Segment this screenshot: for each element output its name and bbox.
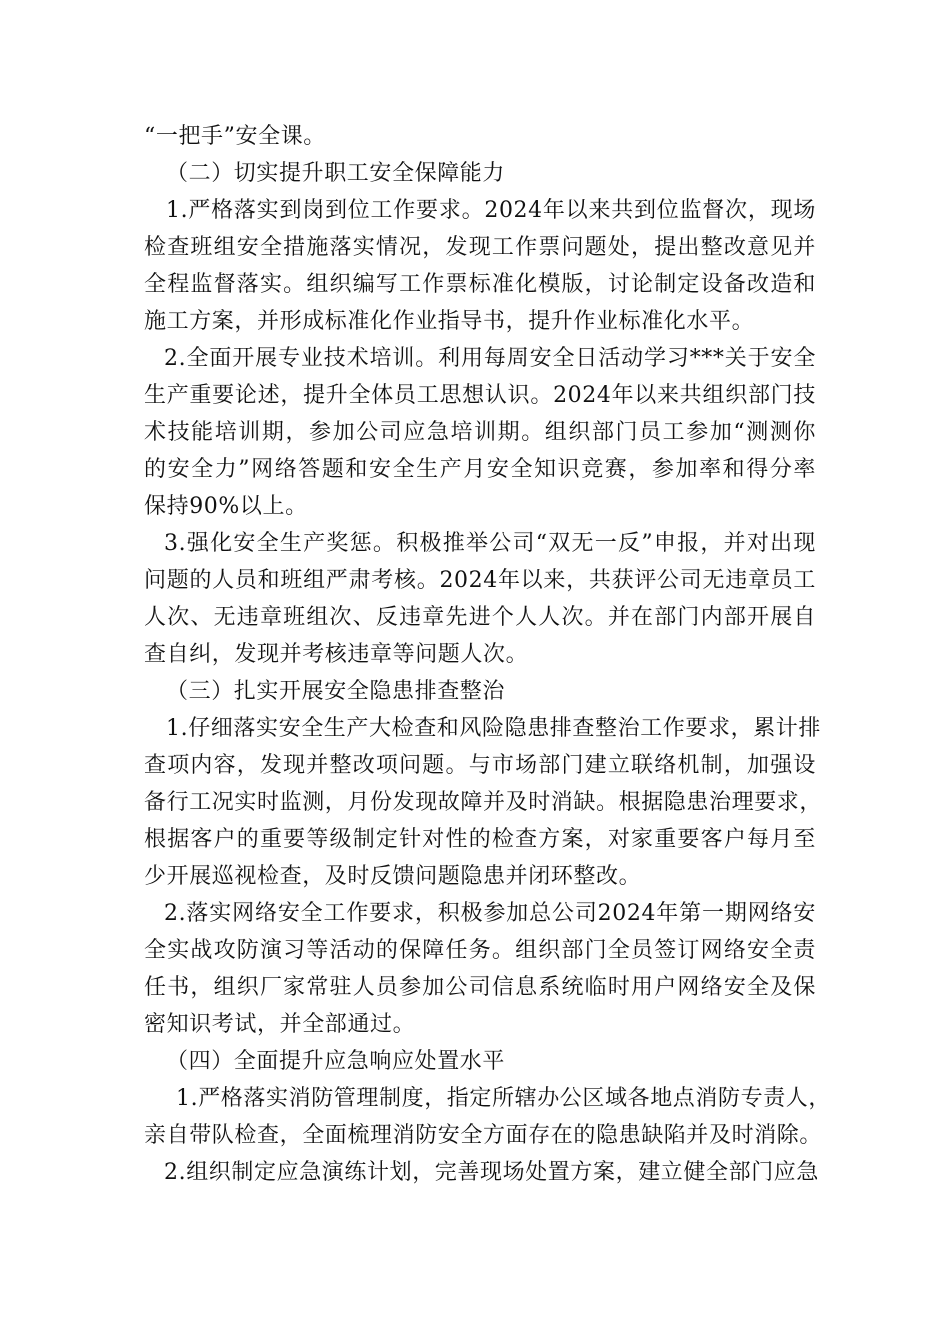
paragraph-line: 备行工况实时监测，月份发现故障并及时消缺。根据隐患治理要求， <box>144 790 823 815</box>
document-body <box>144 118 831 1191</box>
paragraph-line: 人次、无违章班组次、反违章先进个人人次。并在部门内部开展自 <box>144 605 816 630</box>
paragraph-line: 施工方案，并形成标准化作业指导书，提升作业标准化水平。 <box>144 309 755 334</box>
paragraph-line: 全实战攻防演习等活动的保障任务。组织部门全员签订网络安全责 <box>144 938 816 963</box>
paragraph-line: 2.组织制定应急演练计划，完善现场处置方案，建立健全部门应急 <box>164 1160 819 1185</box>
paragraph-line: “一把手”安全课。 <box>144 124 326 149</box>
paragraph-line: 检查班组安全措施落实情况，发现工作票问题处，提出整改意见并 <box>144 235 816 260</box>
paragraph-line: 生产重要论述，提升全体员工思想认识。2024年以来共组织部门技 <box>144 383 816 408</box>
section-heading: （三）扎实开展安全隐患排查整治 <box>166 679 506 704</box>
paragraph-line: 全程监督落实。组织编写工作票标准化模版，讨论制定设备改造和 <box>144 272 816 297</box>
paragraph-line: 2.落实网络安全工作要求，积极参加总公司2024年第一期网络安 <box>164 901 816 926</box>
paragraph-line: 3.强化安全生产奖惩。积极推举公司“双无一反”申报，并对出现 <box>164 531 816 556</box>
paragraph-line: 的安全力”网络答题和安全生产月安全知识竞赛，参加率和得分率 <box>144 457 816 482</box>
paragraph-line: 亲自带队检查，全面梳理消防安全方面存在的隐患缺陷并及时消除。 <box>144 1123 823 1148</box>
paragraph-line: 1.仔细落实安全生产大检查和风险隐患排查整治工作要求，累计排 <box>166 716 821 741</box>
paragraph-line: 1.严格落实到岗到位工作要求。2024年以来共到位监督次，现场 <box>166 198 816 223</box>
paragraph-line: 1.严格落实消防管理制度，指定所辖办公区域各地点消防专责人， <box>176 1086 831 1111</box>
paragraph-line: 查项内容，发现并整改项问题。与市场部门建立联络机制，加强设 <box>144 753 816 778</box>
paragraph-line: 查自纠，发现并考核违章等问题人次。 <box>144 642 529 667</box>
paragraph-line: 问题的人员和班组严肃考核。2024年以来，共获评公司无违章员工 <box>144 568 816 593</box>
paragraph-line: 根据客户的重要等级制定针对性的检查方案，对家重要客户每月至 <box>144 827 816 852</box>
paragraph-line: 密知识考试，并全部通过。 <box>144 1012 416 1037</box>
paragraph-line: 任书，组织厂家常驻人员参加公司信息系统临时用户网络安全及保 <box>144 975 816 1000</box>
section-heading: （四）全面提升应急响应处置水平 <box>166 1049 506 1074</box>
paragraph-line: 少开展巡视检查，及时反馈问题隐患并闭环整改。 <box>144 864 642 889</box>
paragraph-line: 保持90%以上。 <box>144 494 308 519</box>
paragraph-line: 2.全面开展专业技术培训。利用每周安全日活动学习***关于安全 <box>164 346 816 371</box>
section-heading: （二）切实提升职工安全保障能力 <box>166 161 506 186</box>
paragraph-line: 术技能培训期，参加公司应急培训期。组织部门员工参加“测测你 <box>144 420 816 445</box>
